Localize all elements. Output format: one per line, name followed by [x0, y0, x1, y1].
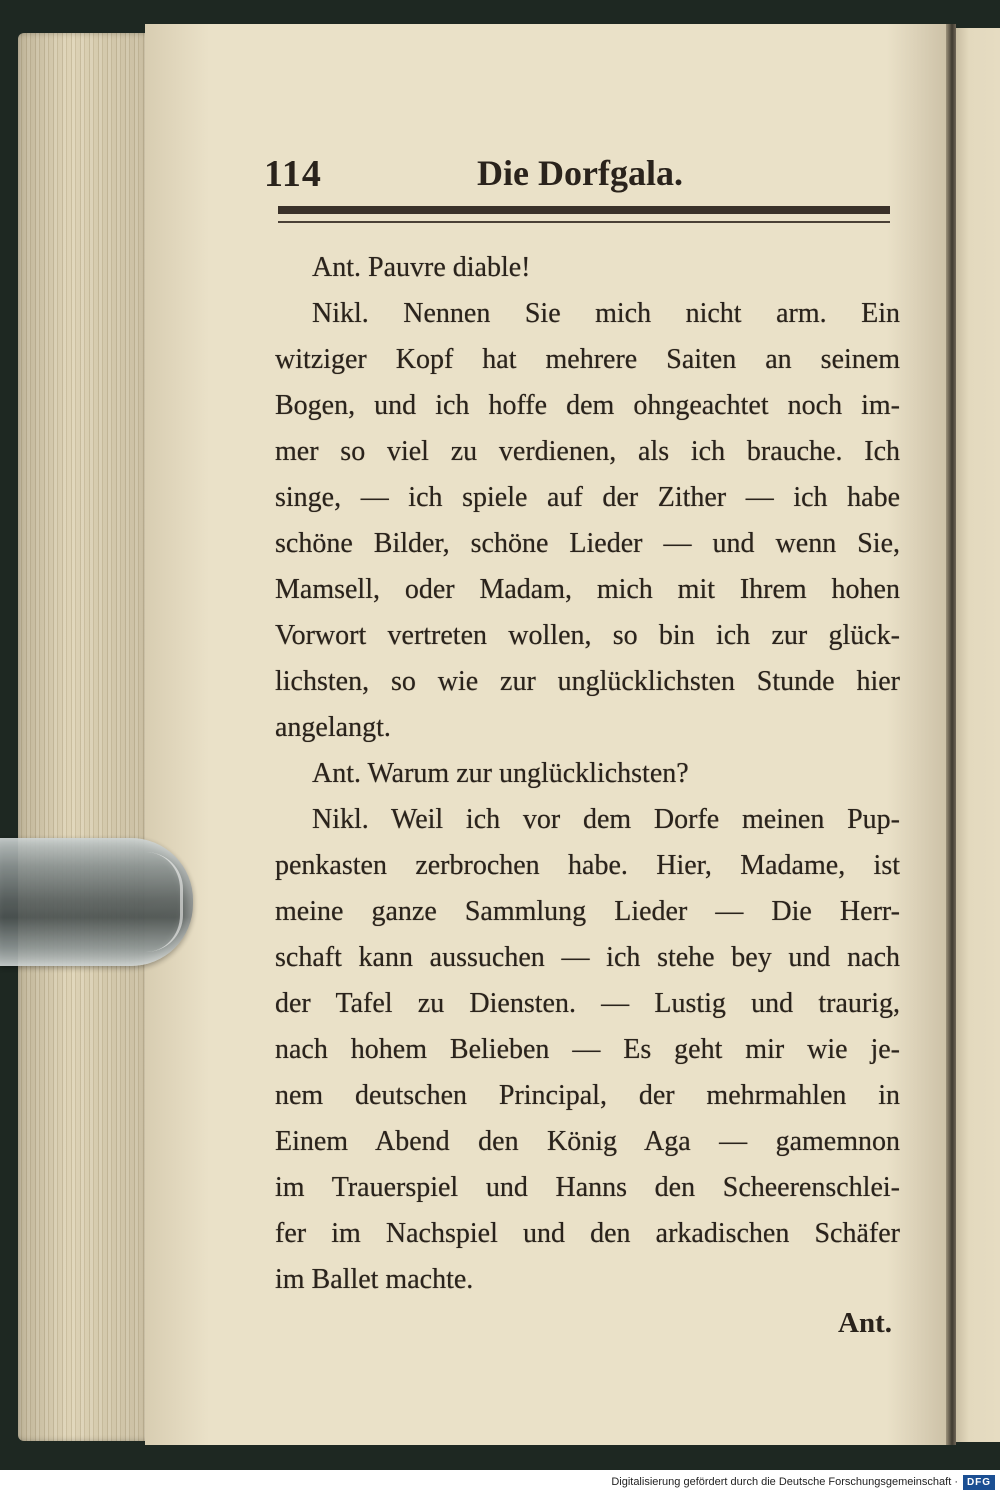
facing-page-edge [956, 28, 1000, 1442]
text-line: meine ganze Sammlung Lieder — Die Herr- [275, 896, 900, 927]
book-clip [0, 838, 193, 966]
text-line: witziger Kopf hat mehrere Saiten an seinem [275, 344, 900, 375]
text-line: schöne Bilder, schöne Lieder — und wenn Sie, [275, 528, 900, 559]
text-line: Nikl. Nennen Sie mich nicht arm. Ein [312, 298, 900, 329]
text-line: nem deutschen Principal, der mehrmahlen in [275, 1080, 900, 1111]
text-line: fer im Nachspiel und den arkadischen Schäfer [275, 1218, 900, 1249]
text-line: Vorwort vertreten wollen, so bin ich zur glück- [275, 620, 900, 651]
text-line: Ant. Warum zur unglücklichsten? [312, 758, 689, 789]
catchword: Ant. [838, 1307, 892, 1339]
text-line: nach hohem Belieben — Es geht mir wie je- [275, 1034, 900, 1065]
running-head: Die Dorfgala. [477, 153, 683, 193]
footer-bar [0, 1470, 1000, 1496]
text-line: im Trauerspiel und Hanns den Scheerenschlei- [275, 1172, 900, 1203]
text-line: lichsten, so wie zur unglücklichsten Stunde hier [275, 666, 900, 697]
dfg-logo: DFG [963, 1475, 995, 1490]
text-line: Mamsell, oder Madam, mich mit Ihrem hohen [275, 574, 900, 605]
text-line: mer so viel zu verdienen, als ich brauche. Ich [275, 436, 900, 467]
head-rule-thick [278, 206, 890, 214]
text-line: der Tafel zu Diensten. — Lustig und traurig, [275, 988, 900, 1019]
head-rule-thin [278, 221, 890, 223]
text-line: schaft kann aussuchen — ich stehe bey und nach [275, 942, 900, 973]
text-line: im Ballet machte. [275, 1264, 474, 1295]
text-line: Nikl. Weil ich vor dem Dorfe meinen Pup- [312, 804, 900, 835]
text-line: Ant. Pauvre diable! [312, 252, 531, 283]
footer-credit: Digitalisierung gefördert durch die Deutsche Forschungsgemeinschaft · [611, 1476, 958, 1488]
text-line: Einem Abend den König Aga — gamemnon [275, 1126, 900, 1157]
text-line: penkasten zerbrochen habe. Hier, Madame, ist [275, 850, 900, 881]
page-number: 114 [264, 153, 322, 195]
text-line: Bogen, und ich hoffe dem ohngeachtet noch im- [275, 390, 900, 421]
page-edge-stack [18, 33, 148, 1441]
text-line: singe, — ich spiele auf der Zither — ich habe [275, 482, 900, 513]
text-block [275, 245, 900, 1303]
gutter-shadow [946, 24, 956, 1445]
text-line: angelangt. [275, 712, 391, 743]
